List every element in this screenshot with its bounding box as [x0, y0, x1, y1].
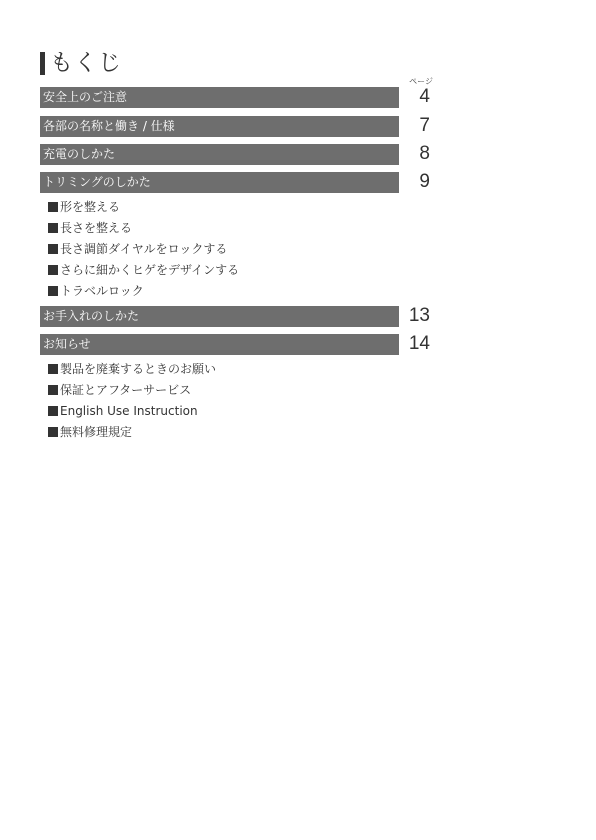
subitem-label: トラベルロック: [60, 284, 144, 298]
bullet-square-icon: [48, 286, 58, 296]
subitem-label: 無料修理規定: [60, 425, 133, 439]
bullet-square-icon: [48, 244, 58, 254]
section-page-number: 8: [419, 143, 430, 164]
toc-section[interactable]: [40, 87, 430, 108]
section-title: 充電のしかた: [40, 144, 399, 165]
section-title: 安全上のご注意: [40, 87, 399, 108]
section-title: お手入れのしかた: [40, 306, 399, 327]
subitem-label: 製品を廃棄するときのお願い: [60, 362, 217, 376]
bullet-square-icon: [48, 265, 58, 275]
section-title: 各部の名称と働き / 仕様: [40, 116, 399, 137]
subitem-label: 長さ調節ダイヤルをロックする: [60, 242, 228, 256]
subitem-label: English Use Instruction: [60, 404, 198, 418]
toc-section[interactable]: [40, 172, 430, 193]
toc-subitem[interactable]: [48, 220, 132, 236]
toc-subitem[interactable]: [48, 199, 120, 215]
toc-subitem[interactable]: [48, 424, 132, 440]
bullet-square-icon: [48, 202, 58, 212]
section-page-number: 14: [408, 333, 430, 354]
subitem-label: 形を整える: [60, 200, 121, 214]
section-title: お知らせ: [40, 334, 399, 355]
toc-section[interactable]: [40, 116, 430, 137]
toc-subitem[interactable]: [48, 262, 239, 278]
section-page-number: 9: [419, 171, 430, 192]
page-column-caption: ページ: [409, 77, 433, 86]
page-title: もくじ: [50, 50, 122, 76]
toc-section[interactable]: [40, 334, 430, 355]
toc-title: [40, 50, 122, 76]
subitem-label: さらに細かくヒゲをデザインする: [60, 263, 240, 277]
section-page-number: 7: [419, 115, 430, 136]
section-page-number: 4: [419, 86, 430, 107]
section-title: トリミングのしかた: [40, 172, 399, 193]
toc-subitem[interactable]: [48, 361, 216, 377]
section-page-number: 13: [408, 305, 430, 326]
toc-section[interactable]: [40, 144, 430, 165]
toc-subitem[interactable]: [48, 283, 144, 299]
bullet-square-icon: [48, 364, 58, 374]
bullet-square-icon: [48, 427, 58, 437]
toc-subitem[interactable]: [48, 403, 198, 419]
bullet-square-icon: [48, 223, 58, 233]
subitem-label: 保証とアフターサービス: [60, 383, 192, 397]
toc-subitem[interactable]: [48, 241, 227, 257]
title-accent-bar: [40, 52, 45, 75]
subitem-label: 長さを整える: [60, 221, 133, 235]
bullet-square-icon: [48, 406, 58, 416]
toc-subitem[interactable]: [48, 382, 191, 398]
toc-section[interactable]: [40, 306, 430, 327]
bullet-square-icon: [48, 385, 58, 395]
